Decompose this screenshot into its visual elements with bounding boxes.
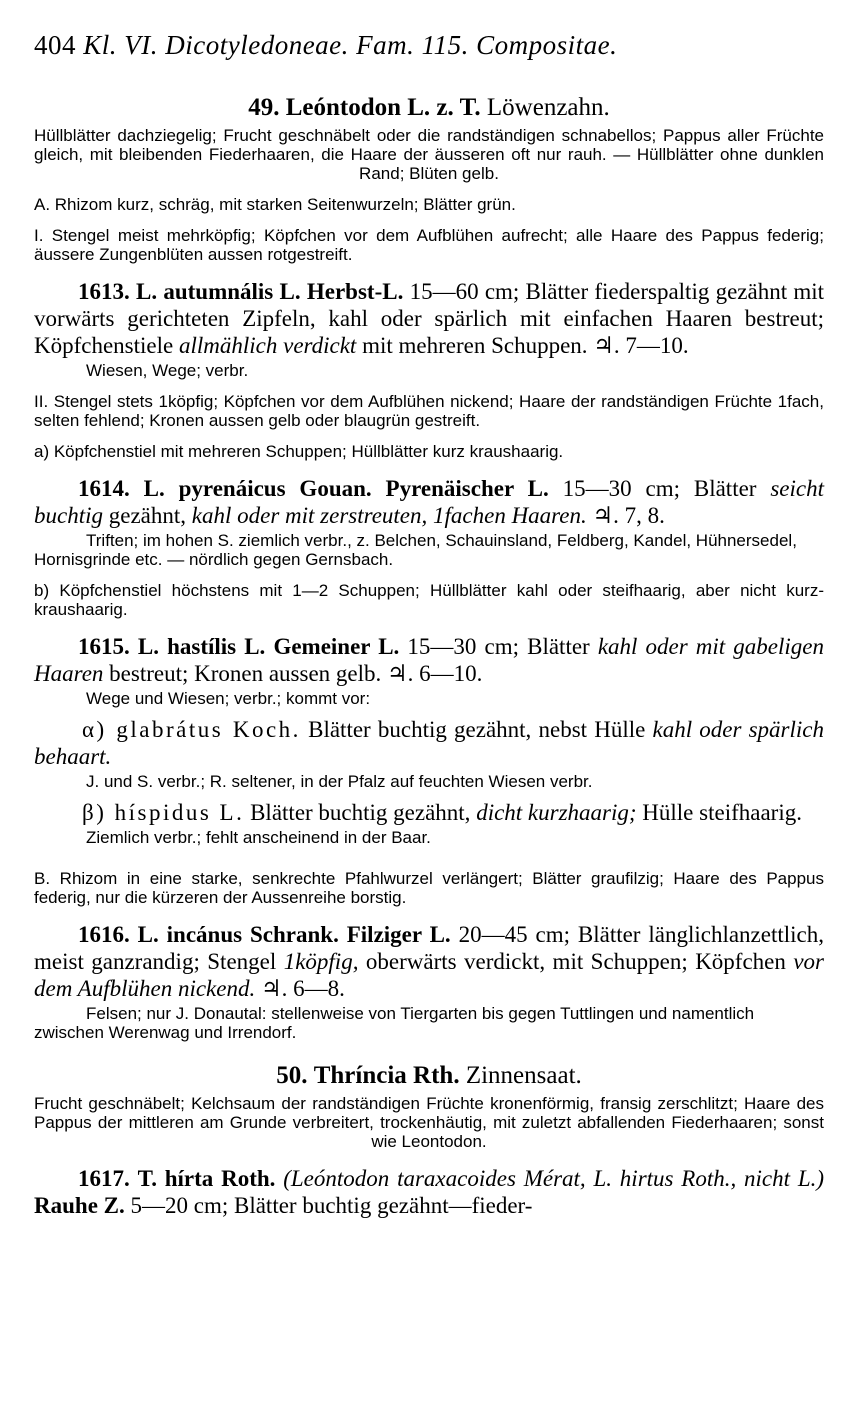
key-b-rhizome: B. Rhizom in eine starke, senkrechte Pfahlwurzel verlängert; Blätter graufilzig; Haare des Pappus federig, nur die kürzeren der Aussenreihe borstig.	[34, 869, 824, 907]
genus-heading-thrincia	[34, 1062, 824, 1090]
species-number: 1613.	[78, 279, 130, 304]
species-number: 1617.	[78, 1166, 130, 1191]
key-i-stem: I. Stengel meist mehrköpfig; Köpfchen vor dem Aufblühen aufrecht; alle Haare des Pappus federig; äussere Zungenblüten aussen rotgestreift.	[34, 226, 824, 264]
species-text: mit mehreren Schuppen. ♃. 7—10.	[356, 333, 689, 358]
species-common-name: Herbst-L.	[306, 279, 404, 304]
genus-heading-leontodon	[34, 94, 824, 122]
variety-text: Hülle steifhaarig.	[636, 800, 802, 825]
genus-name: Leóntodon L. z. T.	[285, 94, 481, 121]
running-header	[34, 30, 824, 74]
species-name: L. autumnális L.	[136, 279, 301, 304]
species-italic: 1köpfig,	[283, 949, 359, 974]
variety-locality: J. und S. verbr.; R. seltener, in der Pfalz auf feuchten Wiesen verbr.	[86, 772, 593, 791]
species-name: T. hírta Roth.	[137, 1166, 276, 1191]
variety-beta	[34, 799, 824, 826]
species-1617	[34, 1165, 824, 1219]
genus-description: Hüllblätter dachziegelig; Frucht geschnäbelt oder die randständigen schnabellos; Pappus aller Früchte gleich, mit bleibenden Fiederhaaren, die Haare der äusseren oft nur rauh. — Hüllblätter ohne dunklen Rand; Blüten gelb.	[34, 126, 824, 183]
species-text: gezähnt,	[103, 503, 192, 528]
species-text: 15—30 cm; Blätter	[399, 634, 598, 659]
page	[34, 30, 824, 1219]
species-text: ♃. 6—8.	[255, 976, 345, 1001]
genus-common-name: Löwenzahn.	[486, 94, 610, 121]
spacer	[34, 847, 824, 857]
species-1614	[34, 475, 824, 529]
genus-number: 49.	[248, 94, 280, 121]
variety-text: Blätter buchtig gezähnt, nebst Hülle	[300, 717, 653, 742]
variety-italic: kahl oder spärlich behaart.	[34, 717, 824, 769]
species-1616	[34, 921, 824, 1002]
header-title: Kl. VI. Dicotyledoneae. Fam. 115. Compositae.	[83, 30, 618, 60]
genus-name: Thríncia Rth.	[313, 1062, 460, 1089]
species-italic: kahl oder mit zerstreuten, 1fachen Haaren.	[191, 503, 587, 528]
species-common-name: Pyrenäischer L.	[385, 476, 549, 501]
page-number: 404	[34, 30, 76, 60]
key-b-stalk: b) Köpfchenstiel höchstens mit 1—2 Schuppen; Hüllblätter kahl oder steifhaarig, aber nicht kurz-kraushaarig.	[34, 581, 824, 619]
species-name: L. pyrenáicus Gouan.	[143, 476, 372, 501]
species-number: 1615.	[78, 634, 130, 659]
species-common-name: Rauhe Z.	[34, 1193, 125, 1218]
species-common-name: Filziger L.	[346, 922, 451, 947]
species-locality: Wiesen, Wege; verbr.	[86, 361, 249, 380]
species-text: 5—20 cm; Blätter buchtig gezähnt—fieder-	[124, 1193, 533, 1218]
key-ii-stem: II. Stengel stets 1köpfig; Köpfchen vor dem Aufblühen nickend; Haare der randständigen Früchte 1fach, selten fehlend; Kronen aussen gelb oder blaugrün gestreift.	[34, 392, 824, 430]
species-text: 15—60 cm; Blätter fiederspaltig gezähnt mit vorwärts gerichteten Zipfeln, kahl oder spärlich mit einfachen Haaren bestreut; Köpfchenstiele	[34, 279, 825, 358]
species-text: 20—45 cm; Blätter länglichlanzettlich, meist ganzrandig; Stengel	[34, 922, 824, 974]
species-common-name: Gemeiner L.	[273, 634, 400, 659]
variety-label: β) híspidus L.	[82, 800, 245, 825]
genus-number: 50.	[276, 1062, 308, 1089]
species-number: 1616.	[78, 922, 130, 947]
species-italic: seicht buchtig	[34, 476, 824, 528]
species-text: oberwärts verdickt, mit Schuppen; Köpfchen	[358, 949, 794, 974]
species-locality: Felsen; nur J. Donautal: stellenweise von Tiergarten bis gegen Tuttlingen und namentlich zwischen Werenwag und Irrendorf.	[34, 1004, 755, 1042]
species-italic: vor dem Aufblühen nickend.	[34, 949, 824, 1001]
variety-locality: Ziemlich verbr.; fehlt anscheinend in der Baar.	[86, 828, 431, 847]
species-name: L. incánus Schrank.	[137, 922, 339, 947]
species-locality: Triften; im hohen S. ziemlich verbr., z. Belchen, Schauinsland, Feldberg, Kandel, Hühnersedel, Hornisgrinde etc. — nördlich gegen Gernsbach.	[34, 531, 797, 569]
species-1615	[34, 633, 824, 687]
variety-text: Blätter buchtig gezähnt,	[244, 800, 477, 825]
genus-common-name: Zinnensaat.	[465, 1062, 582, 1089]
species-locality: Wege und Wiesen; verbr.; kommt vor:	[86, 689, 371, 708]
species-number: 1614.	[78, 476, 130, 501]
genus-description: Frucht geschnäbelt; Kelchsaum der randständigen Früchte kronenförmig, fransig zerschlitzt; Haare des Pappus der mittleren am Grunde verbreitert, trockenhäutig, mit zuletzt abfallenden Fiederhaaren; sonst wie Leontodon.	[34, 1094, 824, 1151]
key-a-rhizome: A. Rhizom kurz, schräg, mit starken Seitenwurzeln; Blätter grün.	[34, 195, 516, 214]
species-synonym: (Leóntodon taraxacoides Mérat, L. hirtus Roth., nicht L.)	[283, 1166, 825, 1191]
key-a-stalk: a) Köpfchenstiel mit mehreren Schuppen; Hüllblätter kurz kraushaarig.	[34, 442, 564, 461]
species-italic: kahl oder mit gabeligen Haaren	[34, 634, 825, 686]
species-italic: allmählich verdickt	[178, 333, 357, 358]
species-text: ♃. 7, 8.	[586, 503, 665, 528]
species-name: L. hastílis L.	[137, 634, 266, 659]
species-text: 15—30 cm; Blätter	[548, 476, 771, 501]
variety-italic: dicht kurzhaarig;	[476, 800, 637, 825]
species-1613	[34, 278, 824, 359]
variety-label: α) glabrátus Koch.	[82, 717, 301, 742]
variety-alpha	[34, 716, 824, 770]
species-text: bestreut; Kronen aussen gelb. ♃. 6—10.	[103, 661, 483, 686]
